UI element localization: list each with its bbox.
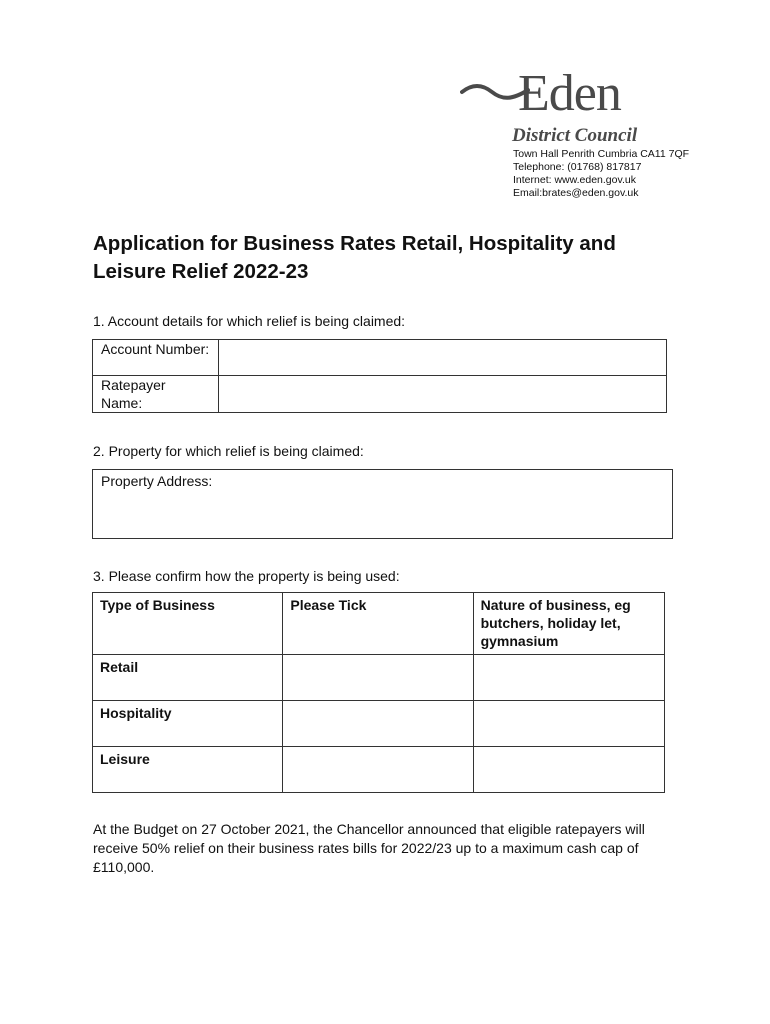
page-title: Application for Business Rates Retail, Hospitality and Leisure Relief 2022-23: [93, 232, 616, 283]
table-header-row: [93, 593, 665, 655]
table-row: [93, 655, 665, 701]
budget-paragraph: At the Budget on 27 October 2021, the Chancellor announced that eligible ratepayers will receive 50% relief on their business rates bills for 2022/23 up to a maximum cash cap of £110,000.: [93, 821, 645, 875]
leisure-label: Leisure: [93, 747, 283, 793]
retail-label: Retail: [93, 655, 283, 701]
address-line: Town Hall Penrith Cumbria CA11 7QF: [513, 148, 690, 160]
ratepayer-name-label: Ratepayer Name:: [93, 376, 219, 413]
ratepayer-name-field[interactable]: [219, 376, 667, 413]
account-details-table: [92, 339, 667, 413]
account-number-row: [93, 340, 667, 376]
leisure-nature-cell[interactable]: [473, 747, 664, 793]
retail-tick-cell[interactable]: [283, 655, 473, 701]
telephone-line: Telephone: (01768) 817817: [513, 161, 642, 173]
website-line: Internet: www.eden.gov.uk: [513, 174, 636, 186]
logo-subtitle: District Council: [512, 125, 638, 146]
property-use-table: [92, 592, 665, 793]
leisure-tick-cell[interactable]: [283, 747, 473, 793]
council-address: [513, 148, 689, 200]
table-row: [93, 747, 665, 793]
email-line: Email:brates@eden.gov.uk: [513, 187, 639, 199]
section-2-label: 2. Property for which relief is being claimed:: [93, 443, 364, 459]
hospitality-nature-cell[interactable]: [473, 701, 664, 747]
ratepayer-name-row: [93, 376, 667, 413]
section-3-label: 3. Please confirm how the property is being used:: [93, 568, 400, 584]
council-logo: [460, 65, 680, 150]
hospitality-tick-cell[interactable]: [283, 701, 473, 747]
logo-name: Eden: [518, 65, 621, 122]
table-row: [93, 701, 665, 747]
property-address-label: Property Address:: [101, 473, 213, 489]
type-of-business-header: Type of Business: [93, 593, 283, 655]
property-address-field[interactable]: [92, 469, 673, 539]
account-number-field[interactable]: [219, 340, 667, 376]
hospitality-label: Hospitality: [93, 701, 283, 747]
nature-of-business-header: Nature of business, eg butchers, holiday let, gymnasium: [473, 593, 664, 655]
section-1-label: 1. Account details for which relief is being claimed:: [93, 313, 406, 329]
please-tick-header: Please Tick: [283, 593, 473, 655]
account-number-label: Account Number:: [93, 340, 219, 376]
retail-nature-cell[interactable]: [473, 655, 664, 701]
